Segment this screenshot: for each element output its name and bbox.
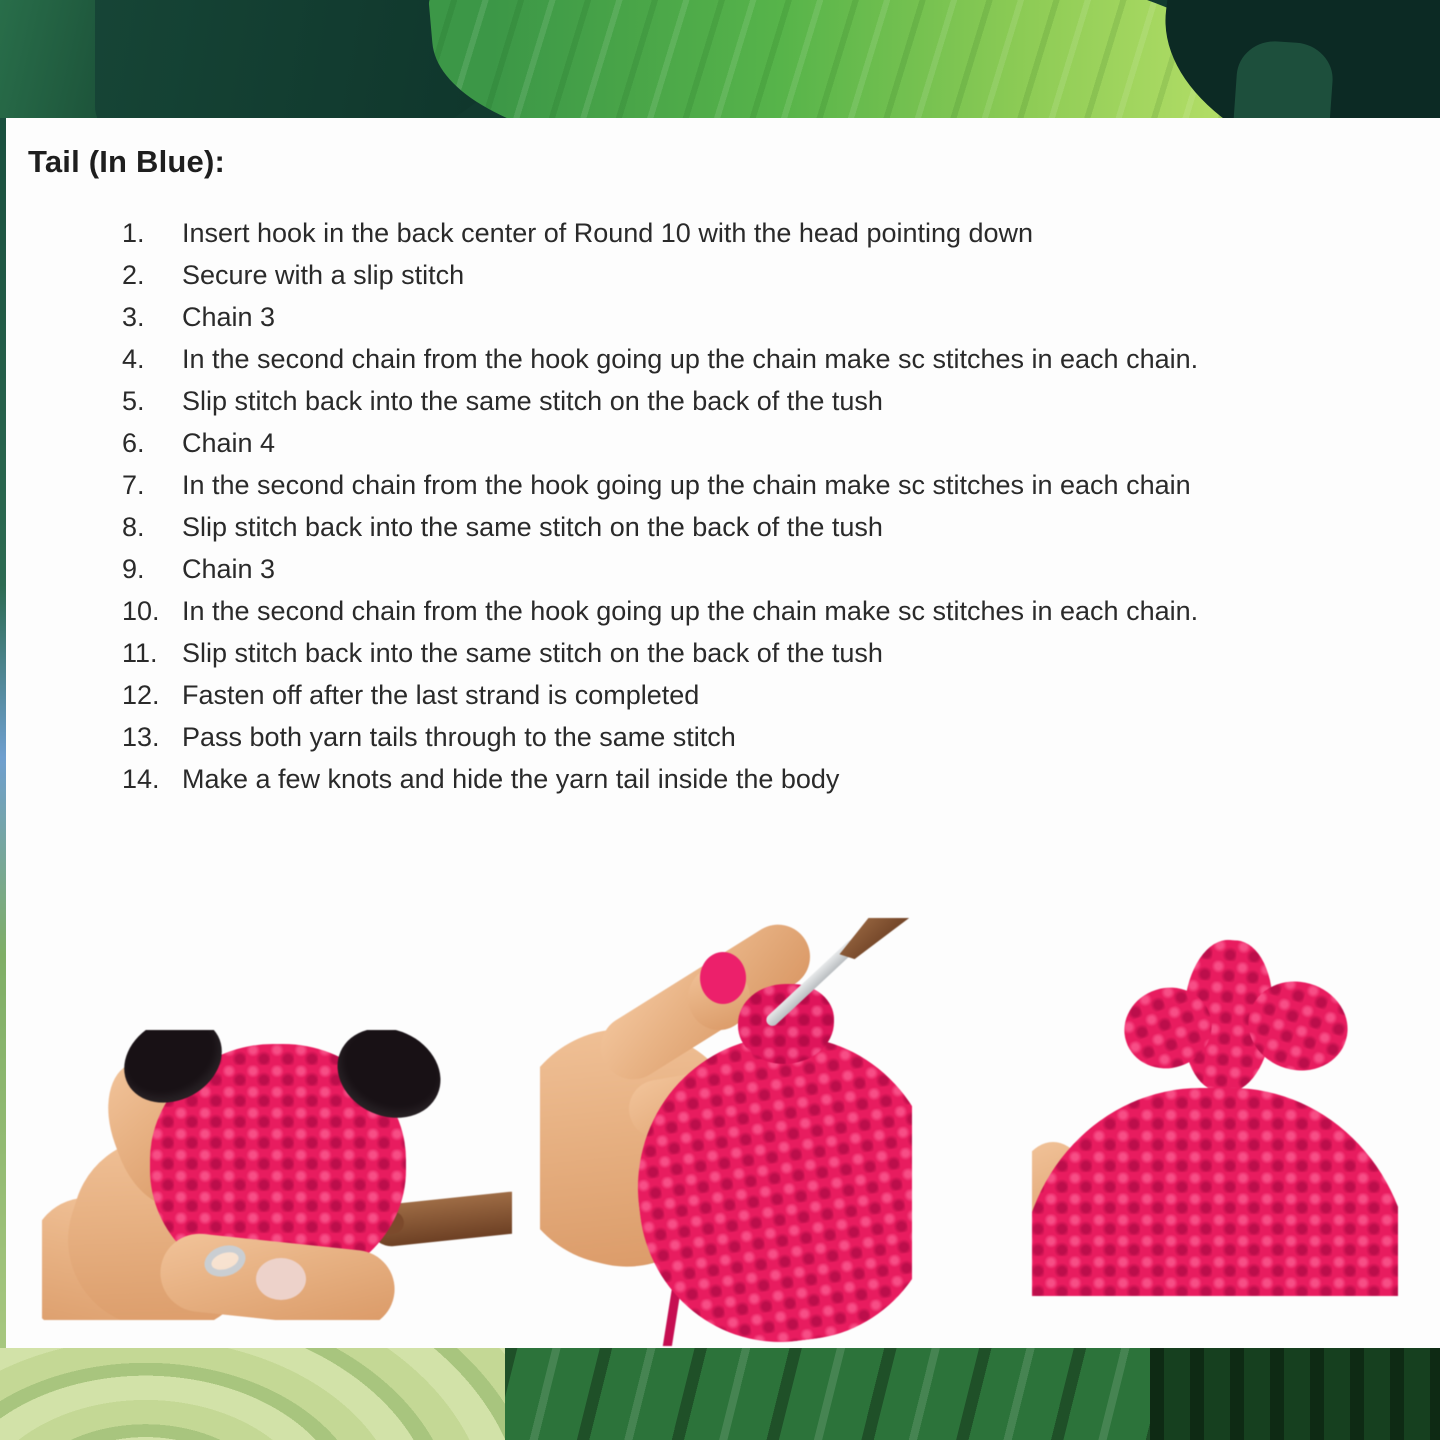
list-item — [6, 674, 1386, 716]
photo-finished-tail — [1032, 930, 1398, 1296]
list-item — [6, 632, 1386, 674]
list-item — [6, 296, 1386, 338]
list-number: 6. — [122, 428, 145, 458]
list-number: 14. — [122, 764, 160, 794]
list-text: Fasten off after the last strand is completed — [182, 680, 700, 710]
leaf-shape-bright — [426, 0, 1275, 118]
leaf-shape — [505, 1348, 1165, 1440]
list-item — [6, 548, 1386, 590]
list-text: In the second chain from the hook going up the chain make sc stitches in each chain. — [182, 344, 1199, 374]
list-number: 9. — [122, 554, 145, 584]
list-text: Slip stitch back into the same stitch on the back of the tush — [182, 512, 883, 542]
list-text: Make a few knots and hide the yarn tail inside the body — [182, 764, 840, 794]
list-number: 2. — [122, 260, 145, 290]
leaf-shape-light — [0, 1348, 520, 1440]
list-number: 4. — [122, 344, 145, 374]
list-number: 10. — [122, 596, 160, 626]
list-text: Chain 3 — [182, 302, 276, 332]
list-text: In the second chain from the hook going up the chain make sc stitches in each chain. — [182, 596, 1199, 626]
list-number: 5. — [122, 386, 145, 416]
list-text: Secure with a slip stitch — [182, 260, 465, 290]
document-page — [6, 118, 1440, 1348]
list-text: In the second chain from the hook going up the chain make sc stitches in each chain — [182, 470, 1191, 500]
list-item — [6, 506, 1386, 548]
photo-hook-inserted — [540, 918, 912, 1346]
list-item — [6, 422, 1386, 464]
list-text: Insert hook in the back center of Round 10 with the head pointing down — [182, 218, 1034, 248]
list-text: Slip stitch back into the same stitch on the back of the tush — [182, 386, 883, 416]
list-text: Chain 4 — [182, 428, 276, 458]
list-text: Pass both yarn tails through to the same stitch — [182, 722, 736, 752]
leaf-background-bottom — [0, 1348, 1440, 1440]
list-number: 13. — [122, 722, 160, 752]
list-number: 1. — [122, 218, 145, 248]
list-item — [6, 758, 1386, 800]
list-number: 3. — [122, 302, 145, 332]
list-number: 12. — [122, 680, 160, 710]
list-item — [6, 464, 1386, 506]
list-text: Chain 3 — [182, 554, 276, 584]
list-text: Slip stitch back into the same stitch on the back of the tush — [182, 638, 883, 668]
list-item — [6, 212, 1386, 254]
list-number: 8. — [122, 512, 145, 542]
list-item — [6, 380, 1386, 422]
leaf-background-top — [0, 0, 1440, 118]
list-number: 11. — [122, 638, 158, 668]
crocheted-body — [1032, 1088, 1398, 1296]
instruction-list — [6, 212, 1386, 800]
leaf-shape-dark — [1150, 1348, 1440, 1440]
list-item — [6, 716, 1386, 758]
photo-body-with-ears — [42, 1030, 512, 1320]
list-item — [6, 254, 1386, 296]
section-heading: Tail (In Blue): — [28, 144, 226, 179]
list-number: 7. — [122, 470, 145, 500]
list-item — [6, 338, 1386, 380]
yarn-over-fingertip — [700, 952, 746, 1004]
fingernail — [256, 1258, 306, 1300]
list-item — [6, 590, 1386, 632]
